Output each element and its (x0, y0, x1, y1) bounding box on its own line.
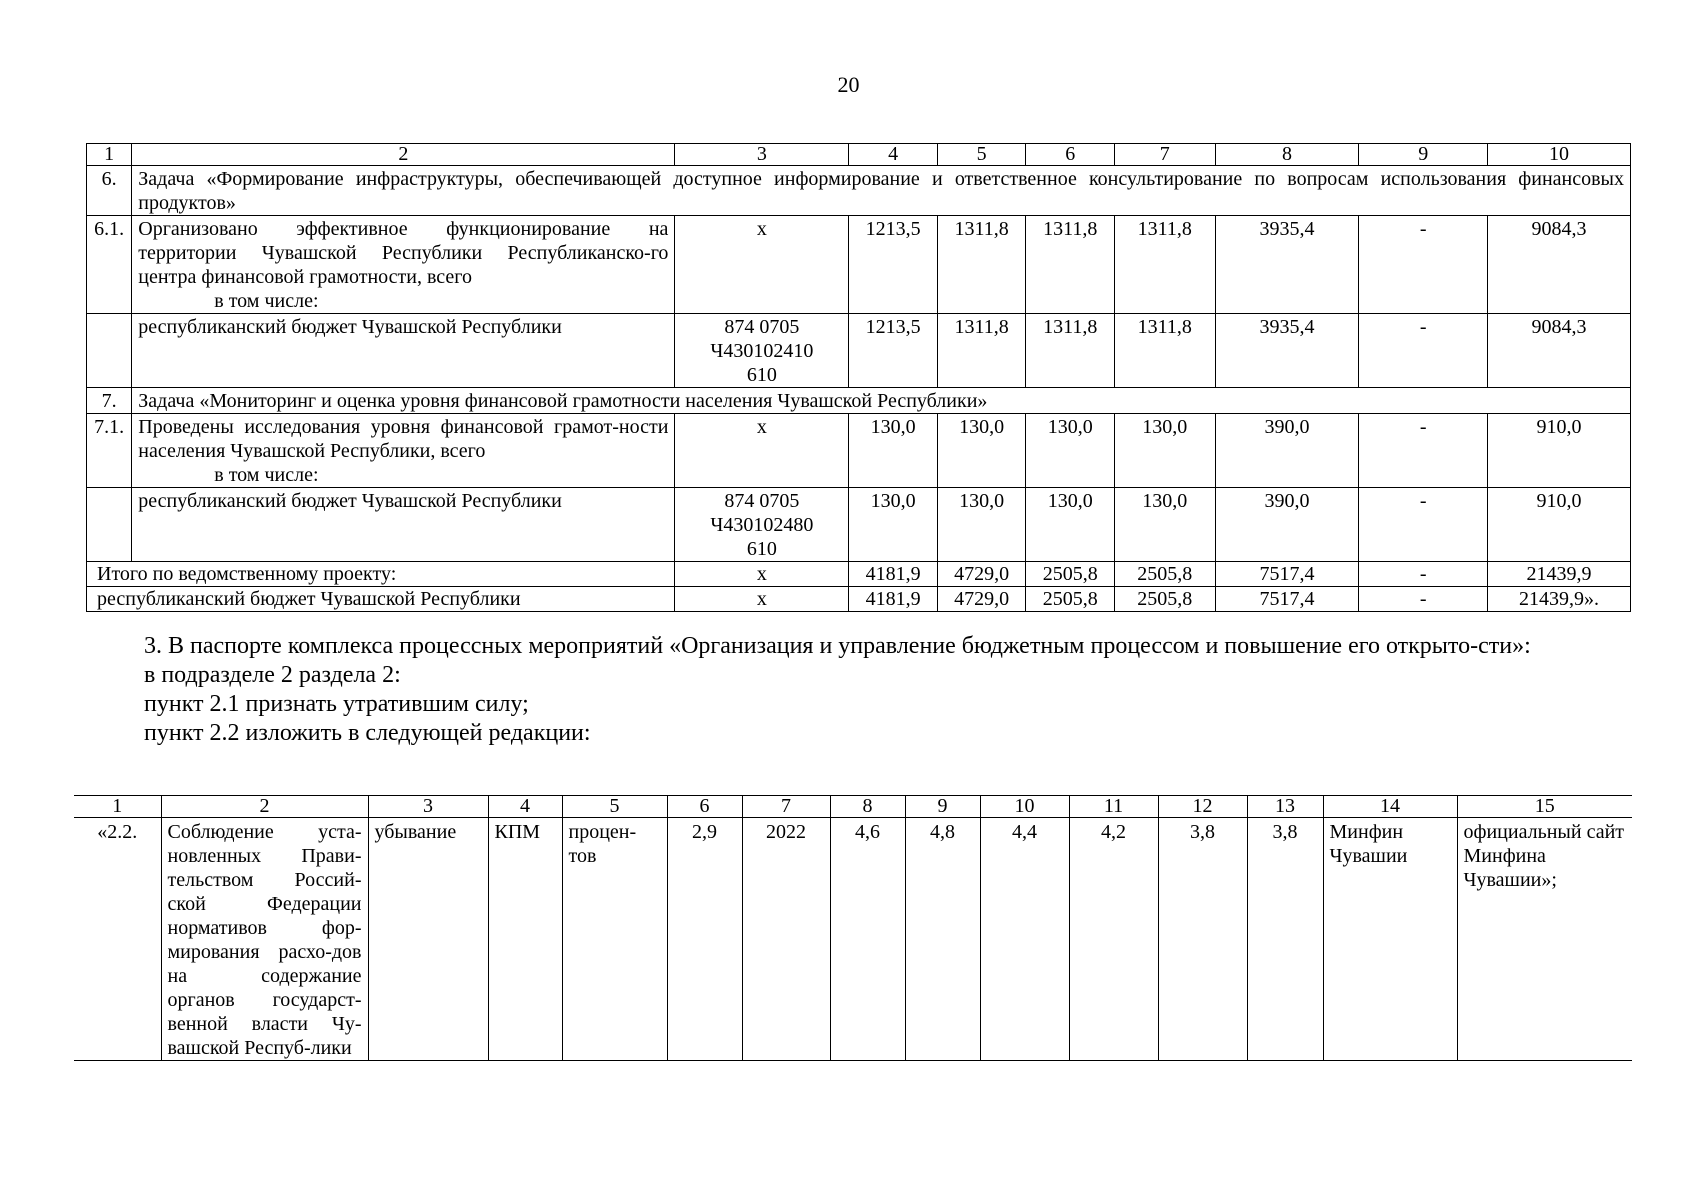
row-number (87, 314, 132, 388)
row-number (87, 488, 132, 562)
value-cell: - (1359, 314, 1488, 388)
table-row (87, 216, 1631, 314)
header-cell: 10 (1488, 144, 1631, 166)
task-row (87, 388, 1631, 414)
header-cell: 11 (1069, 796, 1158, 818)
value-cell: - (1359, 562, 1488, 587)
paragraph: в подразделе 2 раздела 2: (144, 662, 401, 688)
header-cell: 15 (1457, 796, 1632, 818)
total-budget-row (87, 587, 1631, 612)
indicator-name: Соблюдение уста-новленных Прави-тельством Россий-ской Федерации нормативов фор-мирования расхо-дов на содержание органов государст-венной власти Чу-вашской Респуб-лики (161, 818, 368, 1061)
value-cell: 390,0 (1215, 488, 1359, 562)
value-cell: - (1359, 414, 1488, 488)
value-cell: 9084,3 (1488, 314, 1631, 388)
header-cell: 14 (1323, 796, 1457, 818)
paragraph: 3. В паспорте комплекса процессных мероприятий «Организация и управление бюджетным процессом и повышение его открыто-сти»: (144, 633, 1531, 659)
value-cell: - (1359, 216, 1488, 314)
value-cell: 130,0 (1026, 414, 1115, 488)
table-header-row (74, 796, 1632, 818)
budget-code: x (675, 414, 849, 488)
value-cell: 1311,8 (937, 216, 1026, 314)
row-number: 6. (87, 166, 132, 216)
header-cell: 6 (667, 796, 742, 818)
value-cell: 1311,8 (1114, 216, 1215, 314)
value-cell: 1311,8 (1026, 314, 1115, 388)
value-cell: 2505,8 (1114, 562, 1215, 587)
header-cell: 3 (368, 796, 488, 818)
responsible-cell: Минфин Чувашии (1323, 818, 1457, 1061)
task-row (87, 166, 1631, 216)
header-cell: 5 (937, 144, 1026, 166)
code-line: 610 (746, 538, 777, 560)
value-cell: 1311,8 (937, 314, 1026, 388)
header-cell: 7 (742, 796, 830, 818)
header-cell: 2 (161, 796, 368, 818)
code-line: Ч430102410 (710, 340, 814, 362)
code-line: 610 (746, 364, 777, 386)
value-cell: 7517,4 (1215, 562, 1359, 587)
paragraph: пункт 2.1 признать утратившим силу; (144, 691, 529, 717)
header-cell: 2 (132, 144, 675, 166)
header-cell: 8 (830, 796, 905, 818)
task-title: Задача «Мониторинг и оценка уровня финансовой грамотности населения Чувашской Республики» (132, 388, 1631, 414)
value-cell: 4,2 (1069, 818, 1158, 1061)
value-cell: 390,0 (1215, 414, 1359, 488)
header-cell: 1 (74, 796, 161, 818)
value-cell: 9084,3 (1488, 216, 1631, 314)
budget-code: x (675, 587, 849, 612)
indicator-direction: убывание (368, 818, 488, 1061)
total-row (87, 562, 1631, 587)
row-subtext: в том числе: (214, 464, 319, 486)
header-cell: 6 (1026, 144, 1115, 166)
row-description (132, 216, 675, 314)
total-label: Итого по ведомственному проекту: (87, 562, 675, 587)
budget-code (675, 314, 849, 388)
value-cell: 4,8 (905, 818, 980, 1061)
header-cell: 8 (1215, 144, 1359, 166)
value-cell: 3935,4 (1215, 216, 1359, 314)
value-cell: 130,0 (1114, 488, 1215, 562)
value-cell: 7517,4 (1215, 587, 1359, 612)
row-description (132, 414, 675, 488)
value-cell: 4181,9 (849, 587, 938, 612)
row-number: 6.1. (87, 216, 132, 314)
unit-cell: процен-тов (562, 818, 667, 1061)
value-cell: 1311,8 (1114, 314, 1215, 388)
indicator-type: КПМ (488, 818, 562, 1061)
amendment-text (86, 632, 1631, 748)
value-cell: 1213,5 (849, 314, 938, 388)
value-cell: 2505,8 (1114, 587, 1215, 612)
value-cell: 4,4 (980, 818, 1069, 1061)
value-cell: 4,6 (830, 818, 905, 1061)
header-cell: 5 (562, 796, 667, 818)
header-cell: 9 (905, 796, 980, 818)
base-value: 2,9 (667, 818, 742, 1061)
value-cell: 130,0 (1114, 414, 1215, 488)
value-cell: 130,0 (937, 488, 1026, 562)
row-number: 7.1. (87, 414, 132, 488)
indicator-table (74, 795, 1632, 1061)
row-text: Проведены исследования уровня финансовой грамот-ности населения Чувашской Республики, всего (138, 416, 669, 462)
header-cell: 3 (675, 144, 849, 166)
paragraph: пункт 2.2 изложить в следующей редакции: (144, 720, 591, 746)
budget-code: x (675, 562, 849, 587)
table-row (87, 488, 1631, 562)
header-cell: 13 (1247, 796, 1323, 818)
value-cell: 4729,0 (937, 587, 1026, 612)
row-description: республиканский бюджет Чувашской Республики (132, 314, 675, 388)
value-cell: 910,0 (1488, 488, 1631, 562)
value-cell: - (1359, 587, 1488, 612)
header-cell: 9 (1359, 144, 1488, 166)
value-cell: 2505,8 (1026, 587, 1115, 612)
table-row (87, 314, 1631, 388)
table-row (87, 414, 1631, 488)
value-cell: - (1359, 488, 1488, 562)
value-cell: 1311,8 (1026, 216, 1115, 314)
budget-code (675, 488, 849, 562)
row-subtext: в том числе: (214, 290, 319, 312)
table-header-row (87, 144, 1631, 166)
base-year: 2022 (742, 818, 830, 1061)
value-cell: 130,0 (849, 488, 938, 562)
value-cell: 21439,9 (1488, 562, 1631, 587)
value-cell: 21439,9». (1488, 587, 1631, 612)
value-cell: 2505,8 (1026, 562, 1115, 587)
code-line: 874 0705 (724, 490, 800, 512)
value-cell: 3,8 (1158, 818, 1247, 1061)
budget-code: x (675, 216, 849, 314)
total-label: республиканский бюджет Чувашской Республики (87, 587, 675, 612)
header-cell: 10 (980, 796, 1069, 818)
row-number: «2.2. (74, 818, 161, 1061)
value-cell: 130,0 (937, 414, 1026, 488)
row-description: республиканский бюджет Чувашской Республики (132, 488, 675, 562)
header-cell: 7 (1114, 144, 1215, 166)
table-row (74, 818, 1632, 1061)
value-cell: 1213,5 (849, 216, 938, 314)
value-cell: 130,0 (1026, 488, 1115, 562)
code-line: 874 0705 (724, 316, 800, 338)
header-cell: 1 (87, 144, 132, 166)
value-cell: 130,0 (849, 414, 938, 488)
value-cell: 3,8 (1247, 818, 1323, 1061)
value-cell: 910,0 (1488, 414, 1631, 488)
code-line: Ч430102480 (710, 514, 814, 536)
header-cell: 4 (488, 796, 562, 818)
value-cell: 4181,9 (849, 562, 938, 587)
row-text: Организовано эффективное функционирование на территории Чувашской Республики Республиканско-го центра финансовой грамотности, всего (138, 218, 669, 288)
funding-table (86, 143, 1631, 612)
row-number: 7. (87, 388, 132, 414)
page-number: 20 (837, 72, 860, 97)
value-cell: 3935,4 (1215, 314, 1359, 388)
task-title: Задача «Формирование инфраструктуры, обеспечивающей доступное информирование и ответственное консультирование по вопросам использования финансовых продуктов» (132, 166, 1631, 216)
header-cell: 12 (1158, 796, 1247, 818)
header-cell: 4 (849, 144, 938, 166)
value-cell: 4729,0 (937, 562, 1026, 587)
source-cell: официальный сайт Минфина Чувашии»; (1457, 818, 1632, 1061)
